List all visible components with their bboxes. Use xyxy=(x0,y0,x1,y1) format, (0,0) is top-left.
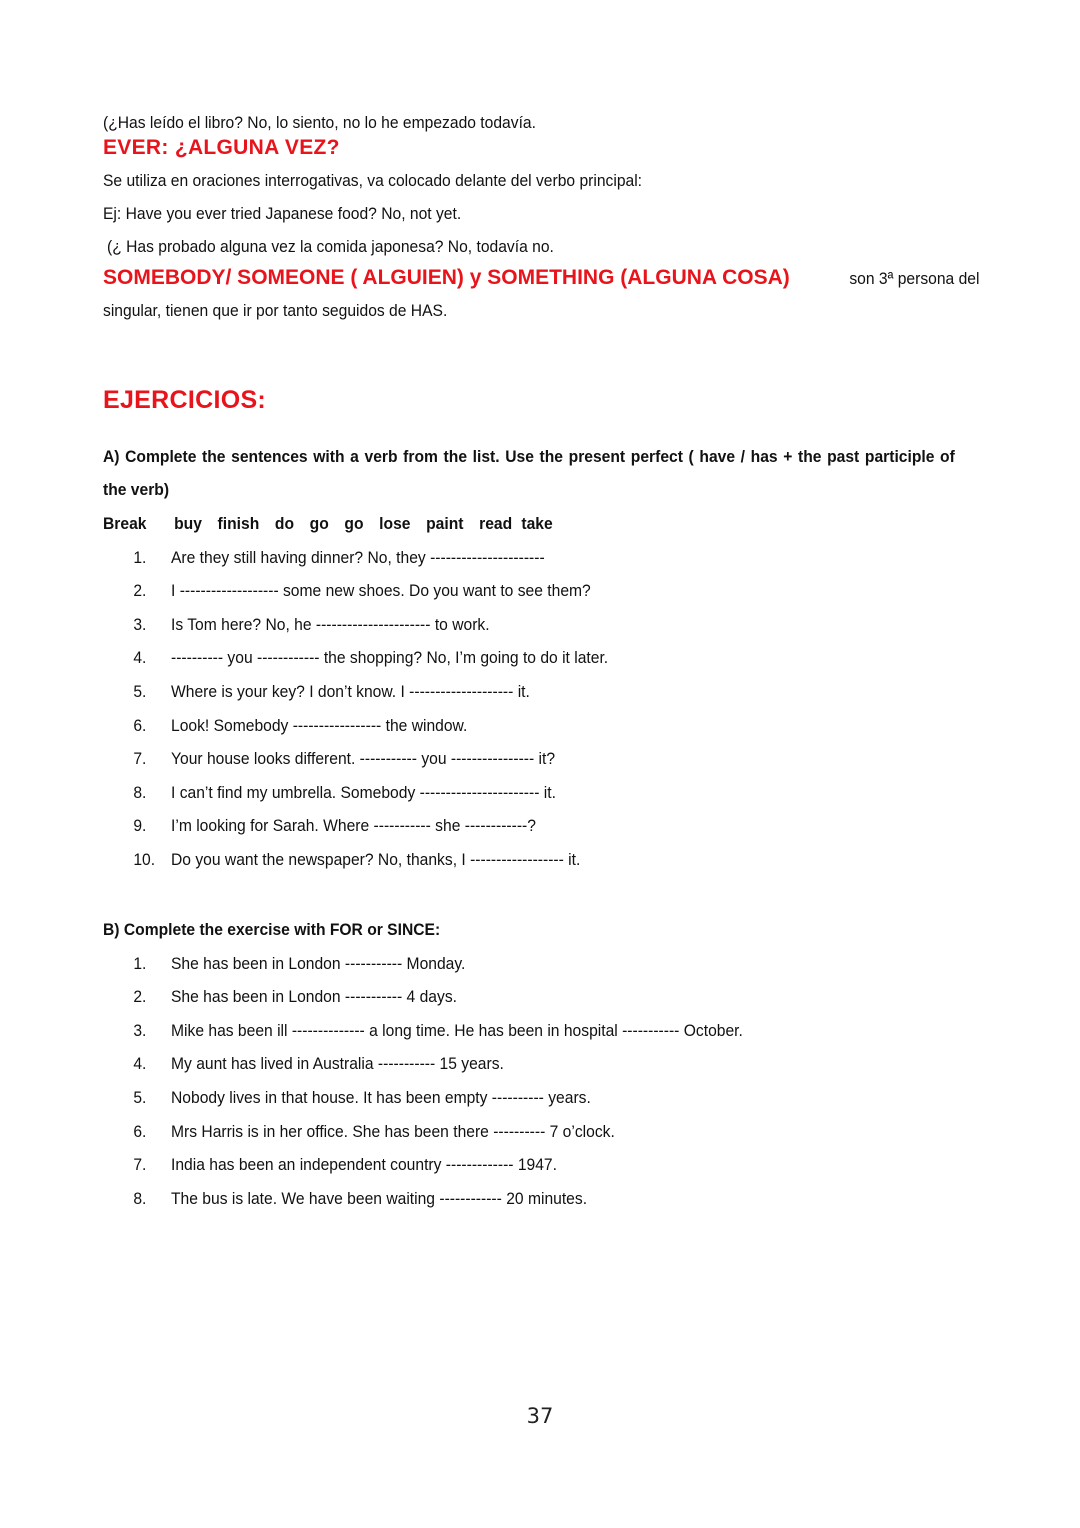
item-text: Do you want the newspaper? No, thanks, I ------------------ it. xyxy=(171,849,581,869)
item-text: ---------- you ------------ the shopping? No, I’m going to do it later. xyxy=(171,648,609,668)
list-item xyxy=(103,1086,983,1110)
item-number: 8. xyxy=(133,1188,147,1208)
exercise-b-instruction: B) Complete the exercise with FOR or SINCE: xyxy=(103,919,441,939)
somebody-rule-line1 xyxy=(103,266,979,290)
word-list-item: go xyxy=(309,514,329,533)
list-item xyxy=(103,952,983,976)
list-item xyxy=(103,714,983,738)
list-item xyxy=(103,1019,983,1043)
word-list-item: Break xyxy=(103,514,147,533)
item-text: She has been in London ----------- 4 days. xyxy=(171,987,457,1007)
list-item xyxy=(103,1153,983,1177)
ever-example-en: Ej: Have you ever tried Japanese food? No, not yet. xyxy=(103,204,462,223)
exercise-a-instruction-line1: A) Complete the sentences with a verb from the list. Use the present perfect ( have / has + the past participle of xyxy=(103,447,955,466)
item-number: 7. xyxy=(133,749,147,769)
list-item xyxy=(103,985,983,1009)
item-number: 4. xyxy=(133,1054,147,1074)
item-text: She has been in London ----------- Monday. xyxy=(171,953,466,973)
exercise-a-list xyxy=(103,546,983,872)
somebody-rule-line2: singular, tienen que ir por tanto seguidos de HAS. xyxy=(103,301,448,320)
item-number: 3. xyxy=(133,614,147,634)
item-text: Where is your key? I don’t know. I -------------------- it. xyxy=(171,681,530,701)
item-number: 1. xyxy=(133,953,147,973)
word-list-item: lose xyxy=(379,514,411,533)
ever-heading: EVER: ¿ALGUNA VEZ? xyxy=(103,136,340,159)
item-number: 8. xyxy=(133,782,147,802)
exercise-a-word-list xyxy=(103,512,913,536)
word-list-item: read xyxy=(479,514,513,533)
item-text: Is Tom here? No, he ---------------------- to work. xyxy=(171,614,490,634)
list-item xyxy=(103,546,983,570)
item-text: I’m looking for Sarah. Where ----------- she ------------? xyxy=(171,816,536,836)
list-item xyxy=(103,646,983,670)
page-number: 37 xyxy=(526,1404,554,1428)
item-number: 6. xyxy=(133,715,147,735)
list-item xyxy=(103,781,983,805)
page-content xyxy=(103,111,983,1211)
somebody-rule-red: SOMEBODY/ SOMEONE ( ALGUIEN) y SOMETHING (ALGUNA COSA) xyxy=(103,266,790,289)
item-number: 4. xyxy=(133,648,147,668)
word-list-item: finish xyxy=(217,514,260,533)
ever-example-es: (¿ Has probado alguna vez la comida japonesa? No, todavía no. xyxy=(107,237,554,256)
item-number: 6. xyxy=(133,1121,147,1141)
word-list-item: do xyxy=(274,514,295,533)
item-number: 2. xyxy=(133,987,147,1007)
intro-translation: (¿Has leído el libro? No, lo siento, no lo he empezado todavía. xyxy=(103,113,536,132)
item-text: Look! Somebody ----------------- the window. xyxy=(171,715,468,735)
item-number: 5. xyxy=(133,1087,147,1107)
exercise-b-list xyxy=(103,952,983,1211)
list-item xyxy=(103,1120,983,1144)
item-text: Are they still having dinner? No, they ---------------------- xyxy=(171,547,545,567)
item-text: Nobody lives in that house. It has been empty ---------- years. xyxy=(171,1087,591,1107)
word-list-item: buy xyxy=(174,514,202,533)
list-item xyxy=(103,680,983,704)
somebody-rule-plain: son 3ª persona del xyxy=(848,269,979,288)
item-text: Your house looks different. ----------- you ---------------- it? xyxy=(171,749,556,769)
item-number: 7. xyxy=(133,1155,147,1175)
word-list-item: take xyxy=(521,514,553,533)
list-item xyxy=(103,613,983,637)
item-text: Mike has been ill -------------- a long time. He has been in hospital ----------- October. xyxy=(171,1020,743,1040)
ever-usage: Se utiliza en oraciones interrogativas, va colocado delante del verbo principal: xyxy=(103,171,643,190)
item-text: I can’t find my umbrella. Somebody ----------------------- it. xyxy=(171,782,556,802)
item-number: 3. xyxy=(133,1020,147,1040)
exercises-heading: EJERCICIOS: xyxy=(103,386,267,414)
item-text: I ------------------- some new shoes. Do you want to see them? xyxy=(171,581,591,601)
exercise-a-instruction-line2: the verb) xyxy=(103,480,170,499)
item-text: The bus is late. We have been waiting ------------ 20 minutes. xyxy=(171,1188,588,1208)
word-list-item: go xyxy=(344,514,364,533)
list-item xyxy=(103,1187,983,1211)
item-number: 1. xyxy=(133,547,147,567)
word-list-item: paint xyxy=(426,514,464,533)
item-text: Mrs Harris is in her office. She has been there ---------- 7 o’clock. xyxy=(171,1121,615,1141)
item-number: 5. xyxy=(133,681,147,701)
list-item xyxy=(103,1052,983,1076)
list-item xyxy=(103,579,983,603)
item-number: 10. xyxy=(133,849,156,869)
item-text: My aunt has lived in Australia ----------- 15 years. xyxy=(171,1054,504,1074)
list-item xyxy=(103,814,983,838)
list-item xyxy=(103,747,983,771)
list-item xyxy=(103,848,983,872)
item-number: 2. xyxy=(133,581,147,601)
item-number: 9. xyxy=(133,816,147,836)
item-text: India has been an independent country ------------- 1947. xyxy=(171,1155,557,1175)
